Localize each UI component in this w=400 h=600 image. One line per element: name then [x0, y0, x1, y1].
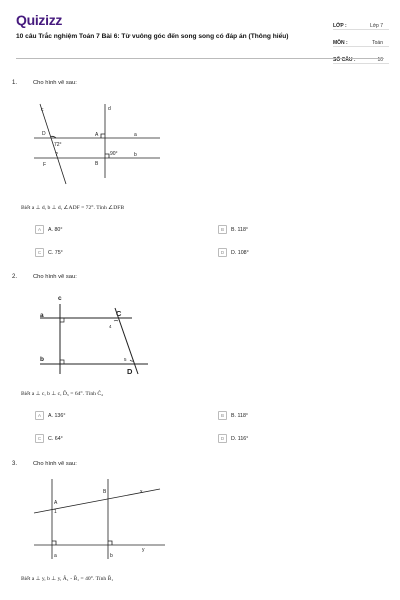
option-letter-box: A: [35, 225, 44, 234]
label-b: b: [110, 553, 113, 559]
question-statement: Biết a ⊥ y, b ⊥ y, Â₁ - B̂₁ = 40°. Tính B̂₁: [21, 576, 114, 582]
meta-value: Toán: [372, 40, 383, 46]
label-A: A: [95, 132, 99, 138]
option-text: A. 136°: [48, 412, 66, 419]
option-b[interactable]: [218, 411, 248, 420]
question-prompt: Cho hình vẽ sau:: [33, 274, 77, 280]
label-angle-5: 5: [124, 357, 127, 362]
option-d[interactable]: [218, 434, 248, 443]
option-text: B. 118°: [231, 412, 249, 419]
option-text: A. 80°: [48, 226, 63, 233]
label-A: A: [54, 500, 58, 506]
question-statement: Biết a ⊥ d, b ⊥ d, ∠ADF = 72°. Tính ∠DFB: [21, 205, 125, 211]
label-B: B: [103, 489, 107, 495]
meta-key: SỐ CÂU :: [333, 57, 356, 63]
label-angle-4: 4: [109, 324, 112, 329]
option-letter-box: C: [35, 248, 44, 257]
label-c: c: [41, 107, 44, 113]
option-c[interactable]: [35, 248, 63, 257]
question-number: 3.: [12, 461, 18, 467]
label-a: a: [134, 132, 137, 138]
quizizz-logo: Quizizz: [16, 12, 63, 28]
label-x: x: [140, 489, 143, 495]
label-right-angle: 90°: [110, 151, 118, 157]
label-unknown-angle: ?: [55, 152, 58, 158]
label-b: b: [134, 152, 137, 158]
question-statement: Biết a ⊥ c, b ⊥ c, D̂₅ = 64°. Tính Ĉ₄: [21, 391, 104, 397]
right-angle-mark-b: [60, 360, 64, 364]
option-letter-box: B: [218, 411, 227, 420]
option-text: D. 108°: [231, 249, 249, 256]
document-title: 10 câu Trắc nghiệm Toán 7 Bài 6: Từ vuông góc đến song song có đáp án (Thông hiểu): [16, 33, 289, 40]
label-c: c: [58, 295, 62, 302]
header-divider: [16, 58, 384, 59]
option-text: D. 116°: [231, 435, 249, 442]
question-prompt: Cho hình vẽ sau:: [33, 461, 77, 467]
meta-key: MÔN :: [333, 40, 348, 46]
meta-row-grade: [333, 13, 389, 30]
option-letter-box: C: [35, 434, 44, 443]
label-C: C: [116, 309, 122, 318]
label-D: D: [42, 131, 46, 137]
label-angle-1: 1: [54, 509, 57, 515]
label-d: d: [108, 106, 111, 112]
question-number: 1.: [12, 80, 18, 86]
label-b: b: [40, 356, 44, 363]
option-text: C. 75°: [48, 249, 63, 256]
label-a: a: [54, 553, 57, 559]
option-b[interactable]: [218, 225, 248, 234]
meta-row-count: [333, 47, 389, 64]
label-y: y: [142, 547, 145, 553]
figure-question-1: [20, 100, 170, 188]
label-D: D: [127, 367, 133, 376]
question-prompt: Cho hình vẽ sau:: [33, 80, 77, 86]
meta-value: Lớp 7: [369, 23, 383, 29]
option-letter-box: D: [218, 434, 227, 443]
option-d[interactable]: [218, 248, 249, 257]
right-angle-mark-b: [105, 154, 109, 158]
option-letter-box: D: [218, 248, 227, 257]
option-c[interactable]: [35, 434, 63, 443]
angle-arc-c: [114, 320, 118, 321]
label-a: a: [40, 312, 44, 319]
meta-row-subject: [333, 30, 389, 47]
option-text: C. 64°: [48, 435, 63, 442]
question-number: 2.: [12, 274, 18, 280]
option-a[interactable]: [35, 225, 63, 234]
meta-panel: [333, 13, 389, 64]
right-angle-mark-a: [52, 541, 56, 545]
figure-question-3: [20, 475, 170, 565]
option-letter-box: B: [218, 225, 227, 234]
option-letter-box: A: [35, 411, 44, 420]
figure-question-2: [20, 290, 170, 380]
meta-key: LỚP :: [333, 23, 347, 29]
option-a[interactable]: [35, 411, 65, 420]
right-angle-mark-a: [60, 318, 64, 322]
label-F: F: [43, 162, 47, 168]
line-c: [40, 104, 66, 184]
label-angle-72: 72°: [54, 142, 62, 148]
right-angle-mark-a: [101, 134, 105, 138]
meta-value: 10: [377, 57, 383, 63]
right-angle-mark-b: [108, 541, 112, 545]
option-text: B. 118°: [231, 226, 249, 233]
label-B: B: [95, 161, 99, 167]
